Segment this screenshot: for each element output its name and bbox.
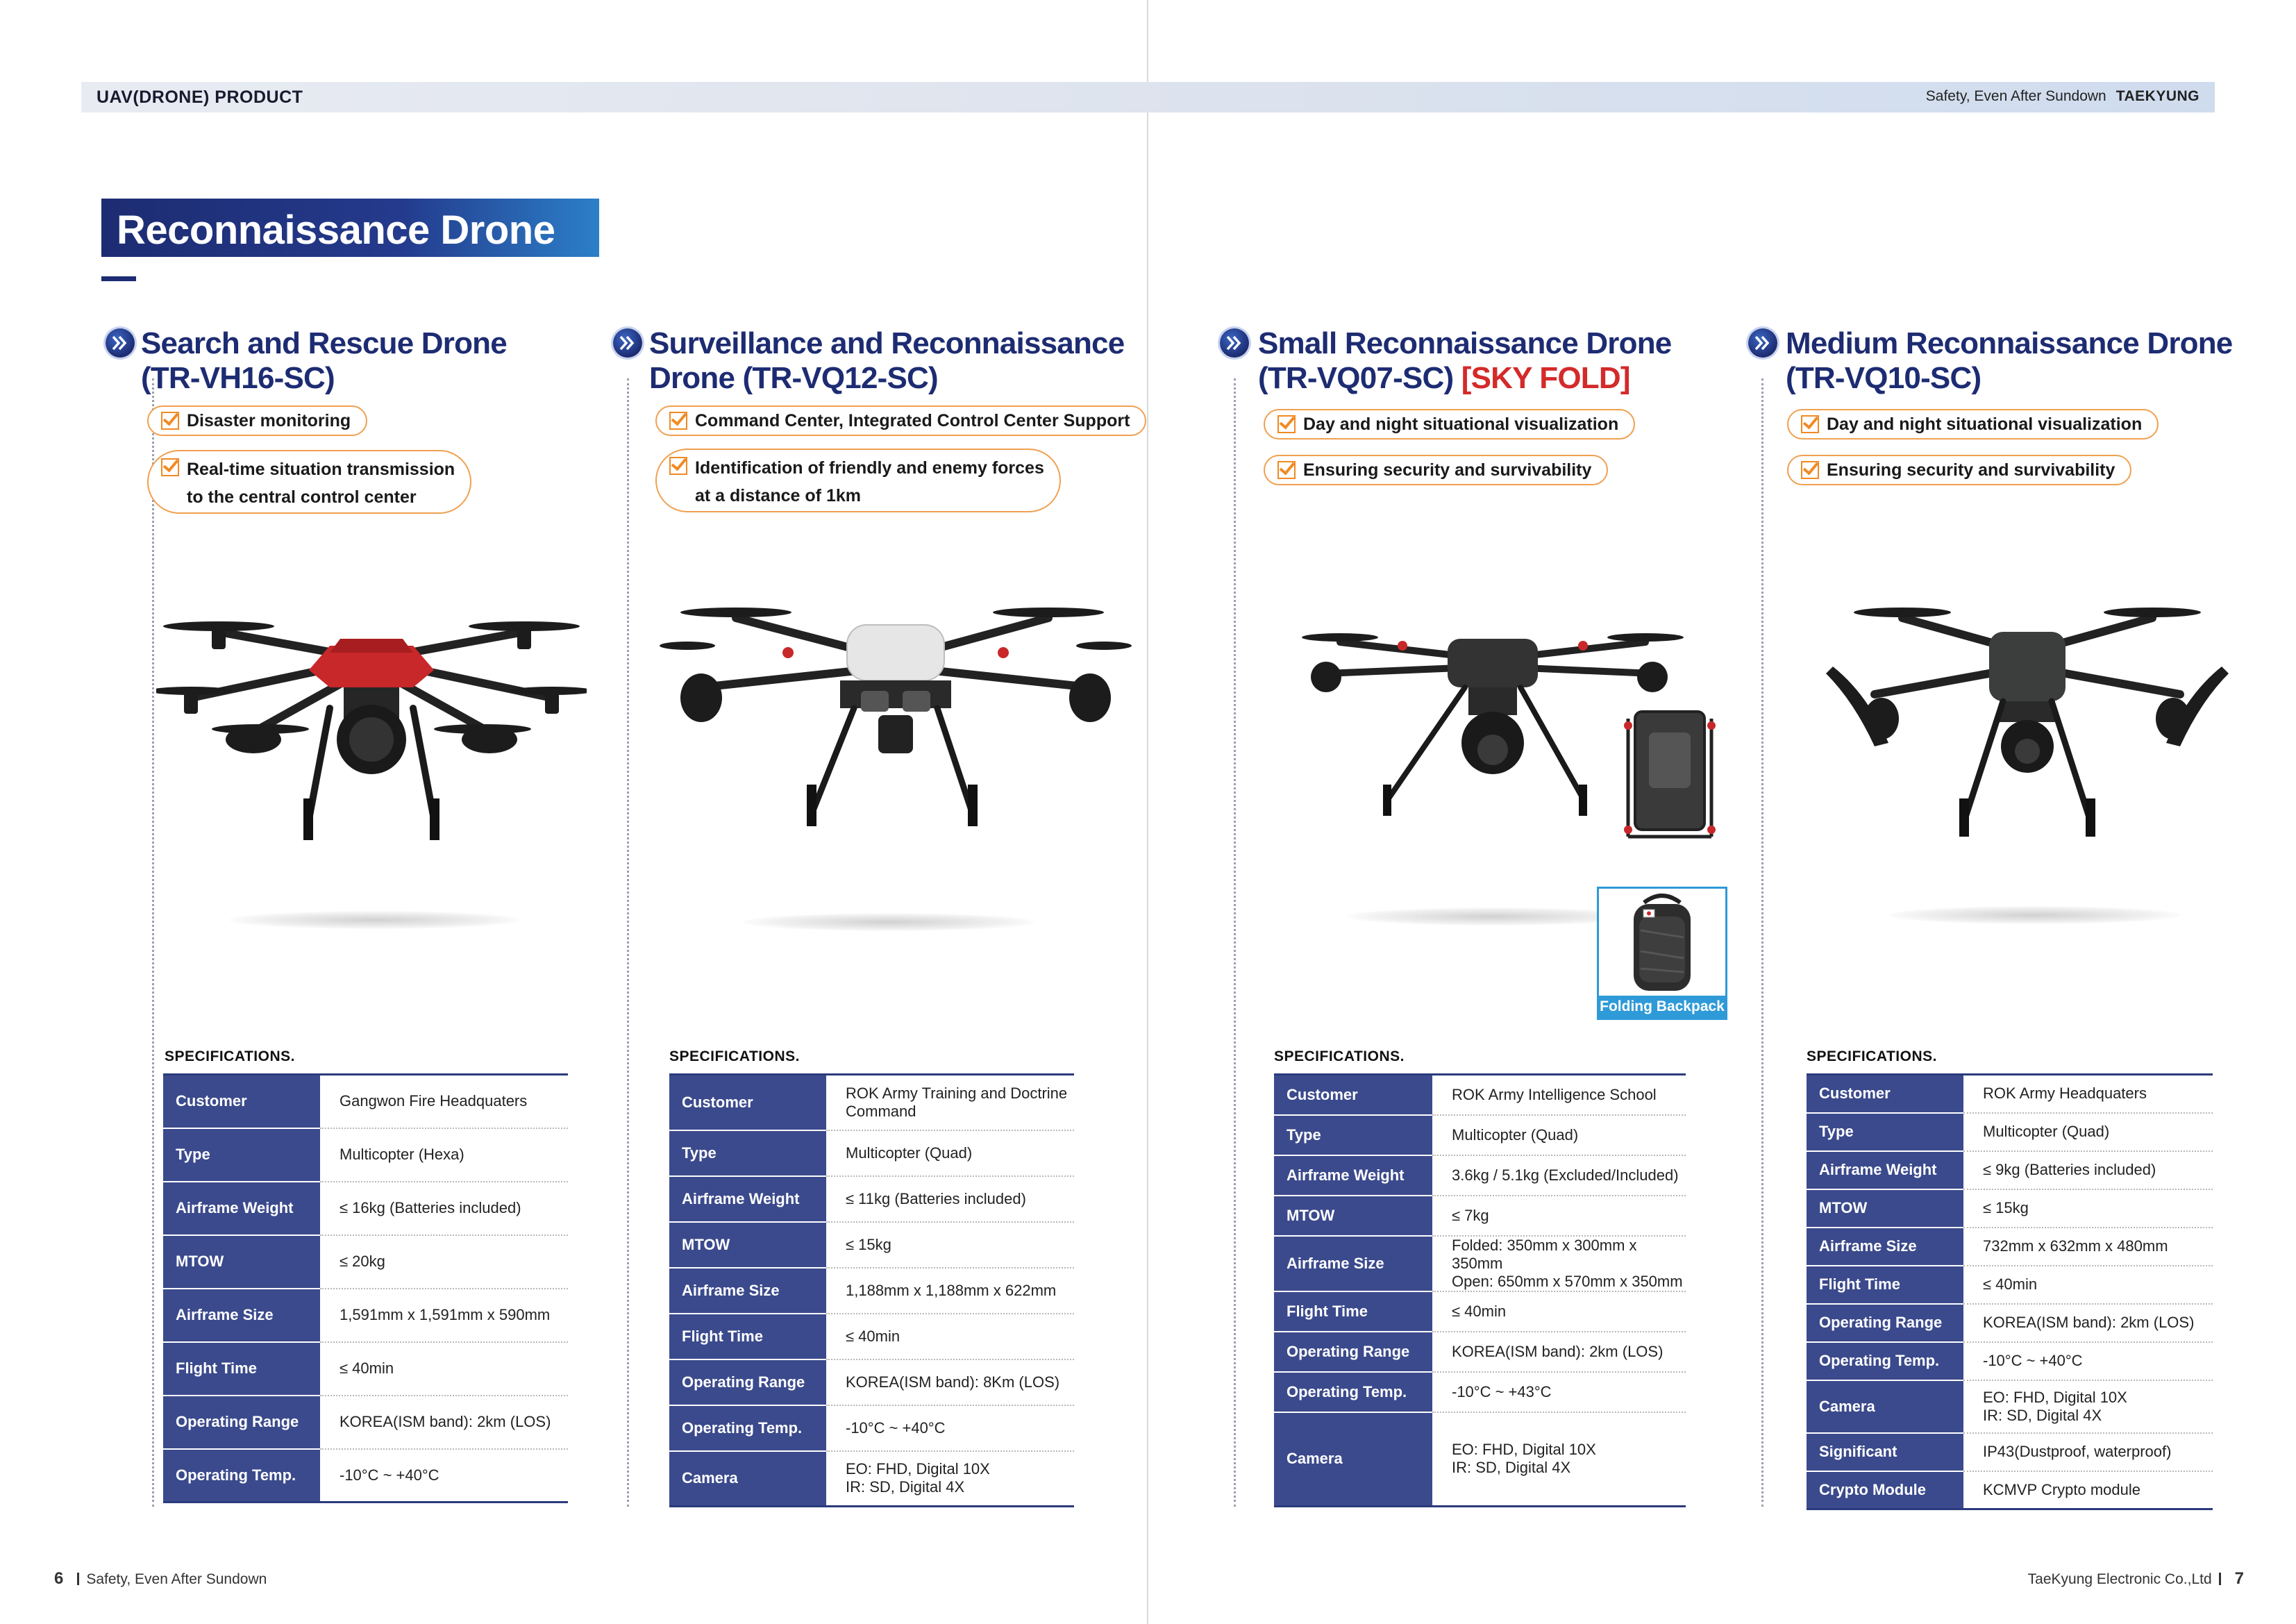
spec-row (1807, 1113, 2213, 1151)
product-title-line1: Small Reconnaissance Drone (1258, 326, 1672, 360)
product-title-line1: Medium Reconnaissance Drone (1786, 326, 2233, 360)
product-title-line2: Drone (TR-VQ12-SC) (649, 361, 938, 395)
spec-value: ≤ 15kg (826, 1222, 1074, 1268)
spec-value: Multicopter (Hexa) (320, 1128, 568, 1182)
drone-shadow (229, 911, 521, 929)
chevron-bullet-icon (1748, 328, 1777, 358)
spec-value-line1: Folded: 350mm x 300mm x 350mm (1452, 1236, 1637, 1272)
spec-key: MTOW (1274, 1196, 1432, 1236)
spec-row (163, 1182, 568, 1235)
spec-key: Customer (163, 1075, 320, 1128)
spec-value: KCMVP Crypto module (1983, 1480, 2141, 1498)
header-brand: TAEKYUNG (2115, 88, 2199, 104)
spec-key: Airframe Size (1807, 1228, 1963, 1266)
spec-table (163, 1073, 568, 1503)
product-title (1258, 326, 1671, 396)
spec-value: KOREA(ISM band): 2km (LOS) (1963, 1304, 2213, 1342)
medium-quad-drone-image (1826, 590, 2229, 847)
spec-row (1274, 1291, 1686, 1332)
spec-value-line2: Open: 650mm x 570mm x 350mm (1452, 1272, 1683, 1290)
chevron-bullet-icon (106, 328, 135, 358)
spec-row (1807, 1433, 2213, 1471)
spec-value: Gangwon Fire Headquaters (320, 1075, 568, 1128)
column-guide-1 (152, 378, 154, 1507)
spec-key: Crypto Module (1807, 1471, 1963, 1509)
spec-key: Operating Range (1807, 1304, 1963, 1342)
spec-table (1274, 1073, 1686, 1507)
spec-value: ROK Army Intelligence School (1432, 1075, 1686, 1115)
checkbox-icon (1277, 461, 1296, 479)
spec-key: Operating Temp. (669, 1405, 826, 1451)
header-bar (81, 82, 2215, 112)
footer-separator (2219, 1573, 2221, 1585)
spec-row (669, 1222, 1074, 1268)
spec-value: KOREA(ISM band): 2km (LOS) (1432, 1332, 1686, 1372)
spec-row (1274, 1196, 1686, 1236)
footer-left-text: Safety, Even After Sundown (86, 1571, 267, 1587)
spec-value (826, 1451, 1074, 1507)
feature-text: Ensuring security and survivability (1827, 460, 2115, 480)
spec-key: Airframe Weight (1274, 1155, 1432, 1196)
page-number-right: 7 (2234, 1569, 2244, 1588)
product-title-line2: (TR-VH16-SC) (141, 361, 335, 395)
spec-value: -10°C ~ +40°C (826, 1405, 1074, 1451)
spec-value: 1,188mm x 1,188mm x 622mm (826, 1268, 1074, 1314)
spec-row (163, 1289, 568, 1342)
chevron-bullet-icon (1220, 328, 1249, 358)
column-guide-2 (627, 378, 629, 1507)
spec-value: -10°C ~ +40°C (1963, 1342, 2213, 1380)
spec-value (1963, 1380, 2213, 1433)
feature-pill (1264, 409, 1635, 440)
footer-right (2028, 1569, 2244, 1589)
feature-pill (147, 450, 471, 514)
spec-key: Customer (669, 1075, 826, 1130)
feature-text-line1: Real-time situation transmission (187, 460, 455, 479)
column-guide-3 (1234, 378, 1236, 1507)
drone-shadow (1888, 906, 2180, 924)
spec-value: ≤ 15kg (1963, 1189, 2213, 1228)
spec-row (1274, 1155, 1686, 1196)
header-section-label: UAV(DRONE) PRODUCT (97, 87, 303, 107)
spec-value-line1: EO: FHD, Digital 10X (1452, 1441, 1596, 1459)
checkbox-icon (669, 412, 687, 430)
spec-row (163, 1075, 568, 1128)
spec-value: 1,591mm x 1,591mm x 590mm (320, 1289, 568, 1342)
spec-value-line2: IR: SD, Digital 4X (1452, 1459, 1571, 1477)
spec-value: ≤ 40min (826, 1314, 1074, 1359)
spec-row (1274, 1075, 1686, 1115)
spec-key: Flight Time (669, 1314, 826, 1359)
spec-row (163, 1342, 568, 1396)
feature-text: Ensuring security and survivability (1303, 460, 1592, 480)
spec-heading: SPECIFICATIONS. (1807, 1048, 1937, 1064)
product-title-suffix: [SKY FOLD] (1461, 361, 1630, 395)
folded-drone-image (1621, 705, 1718, 844)
spec-row (1807, 1266, 2213, 1304)
spec-value: 732mm x 632mm x 480mm (1963, 1228, 2213, 1266)
spec-key: Operating Range (669, 1359, 826, 1405)
folding-backpack-inset (1597, 887, 1727, 1020)
spec-row (669, 1359, 1074, 1405)
product-title (141, 326, 507, 396)
product-title (1786, 326, 2232, 396)
spec-row (163, 1235, 568, 1289)
spec-key: MTOW (669, 1222, 826, 1268)
checkbox-icon (1277, 415, 1296, 433)
spec-row (669, 1176, 1074, 1222)
backpack-caption: Folding Backpack (1599, 996, 1725, 1018)
spec-key: MTOW (1807, 1189, 1963, 1228)
spec-value: ≤ 40min (1432, 1291, 1686, 1332)
spec-value-line2: IR: SD, Digital 4X (1983, 1406, 2102, 1424)
checkbox-icon (669, 457, 687, 475)
spec-key: Operating Temp. (163, 1449, 320, 1502)
spec-key: Flight Time (163, 1342, 320, 1396)
spec-heading: SPECIFICATIONS. (669, 1048, 800, 1064)
drone-shadow (1347, 907, 1639, 926)
spec-key: Airframe Size (669, 1268, 826, 1314)
spec-value: ROK Army Headquaters (1963, 1075, 2213, 1113)
feature-pill (147, 405, 367, 436)
spec-heading: SPECIFICATIONS. (165, 1048, 295, 1064)
spec-key: Customer (1807, 1075, 1963, 1113)
spec-key: Airframe Size (163, 1289, 320, 1342)
footer-right-text: TaeKyung Electronic Co.,Ltd (2027, 1571, 2212, 1587)
spec-value: -10°C ~ +43°C (1432, 1372, 1686, 1412)
spec-value (1432, 1412, 1686, 1507)
spec-value: ≤ 9kg (Batteries included) (1963, 1151, 2213, 1189)
spec-heading: SPECIFICATIONS. (1274, 1048, 1405, 1064)
product-title-line2-wrap (1258, 361, 1671, 396)
spec-row (1274, 1412, 1686, 1507)
spec-value-line1: ROK Army Training and Doctrine (846, 1084, 1068, 1102)
header-tagline-text: Safety, Even After Sundown (1925, 88, 2106, 104)
product-title (649, 326, 1124, 396)
spec-key: MTOW (163, 1235, 320, 1289)
feature-text-line1: Identification of friendly and enemy forces (695, 458, 1044, 478)
spec-value: Multicopter (Quad) (826, 1130, 1074, 1176)
drone-shadow (743, 913, 1034, 931)
feature-pill (1787, 455, 2131, 485)
feature-text: Disaster monitoring (187, 411, 351, 430)
feature-pill (1787, 409, 2159, 440)
spec-key: Type (669, 1130, 826, 1176)
footer-left (54, 1569, 267, 1589)
spec-row (1807, 1304, 2213, 1342)
spec-value-line1: EO: FHD, Digital 10X (1983, 1388, 2127, 1406)
spec-row (163, 1449, 568, 1502)
feature-text: Day and night situational visualization (1303, 415, 1619, 434)
spec-table (1807, 1073, 2213, 1510)
spec-row (1807, 1471, 2213, 1509)
spec-value: ≤ 11kg (Batteries included) (826, 1176, 1074, 1222)
feature-pill (655, 405, 1146, 436)
spec-key: Customer (1274, 1075, 1432, 1115)
spec-key: Type (1274, 1115, 1432, 1155)
hexacopter-drone-image (156, 590, 587, 854)
spec-row (669, 1405, 1074, 1451)
spec-row (1274, 1372, 1686, 1412)
feature-pill (655, 449, 1061, 512)
spec-value: ≤ 7kg (1432, 1196, 1686, 1236)
spec-row (1274, 1332, 1686, 1372)
column-guide-4 (1761, 378, 1763, 1507)
spec-value: Multicopter (Quad) (1432, 1115, 1686, 1155)
page-title: Reconnaissance Drone (101, 199, 599, 257)
spec-row (1807, 1342, 2213, 1380)
spec-row (1807, 1075, 2213, 1113)
spec-row (669, 1451, 1074, 1507)
spec-value (826, 1075, 1074, 1130)
page-number-left: 6 (54, 1569, 64, 1588)
feature-text: Day and night situational visualization (1827, 415, 2143, 434)
product-title-line2: (TR-VQ07-SC) (1258, 361, 1454, 395)
spec-key: Camera (1807, 1380, 1963, 1433)
checkbox-icon (161, 458, 179, 476)
spec-key: Airframe Weight (669, 1176, 826, 1222)
spec-key: Flight Time (1274, 1291, 1432, 1332)
header-tagline (1926, 88, 2199, 105)
spec-key: Operating Temp. (1274, 1372, 1432, 1412)
spec-value: IP43(Dustproof, waterproof) (1963, 1433, 2213, 1471)
chevron-bullet-icon (613, 328, 642, 358)
spec-row (1274, 1115, 1686, 1155)
spec-value (1432, 1236, 1686, 1291)
checkbox-icon (161, 412, 179, 430)
spec-key: Flight Time (1807, 1266, 1963, 1304)
spec-value: KOREA(ISM band): 2km (LOS) (320, 1396, 568, 1449)
spec-key: Camera (669, 1451, 826, 1507)
spec-value-line2: IR: SD, Digital 4X (846, 1478, 965, 1496)
spec-value: -10°C ~ +40°C (340, 1466, 439, 1484)
feature-text-line2: at a distance of 1km (695, 486, 861, 505)
spec-row (1274, 1236, 1686, 1291)
spec-value: ≤ 40min (320, 1342, 568, 1396)
spec-value: Multicopter (Quad) (1963, 1113, 2213, 1151)
footer-separator (77, 1573, 79, 1585)
product-title-line1: Search and Rescue Drone (141, 326, 507, 360)
spec-key: Operating Temp. (1807, 1342, 1963, 1380)
spec-key: Airframe Weight (1807, 1151, 1963, 1189)
feature-pill (1264, 455, 1608, 485)
product-title-line2: (TR-VQ10-SC) (1786, 361, 1981, 395)
spec-row (163, 1396, 568, 1449)
spec-row (163, 1128, 568, 1182)
backpack-image (1599, 889, 1725, 996)
spec-key: Airframe Size (1274, 1236, 1432, 1291)
spec-key: Airframe Weight (163, 1182, 320, 1235)
spec-row (1807, 1189, 2213, 1228)
checkbox-icon (1801, 415, 1819, 433)
spec-row (669, 1314, 1074, 1359)
spec-table (669, 1073, 1074, 1507)
checkbox-icon (1801, 461, 1819, 479)
spec-key: Operating Range (1274, 1332, 1432, 1372)
spec-value: 3.6kg / 5.1kg (Excluded/Included) (1432, 1155, 1686, 1196)
spec-row (669, 1075, 1074, 1130)
spec-row (1807, 1380, 2213, 1433)
spec-key: Operating Range (163, 1396, 320, 1449)
product-title-line1: Surveillance and Reconnaissance (649, 326, 1125, 360)
quadcopter-drone-image (660, 590, 1132, 840)
spec-value-line1: EO: FHD, Digital 10X (846, 1460, 990, 1478)
spec-value: ≤ 20kg (320, 1235, 568, 1289)
spec-value: KOREA(ISM band): 8Km (LOS) (826, 1359, 1074, 1405)
spec-row (669, 1130, 1074, 1176)
spec-value-line2: Command (846, 1102, 916, 1120)
spec-value: ≤ 16kg (Batteries included) (320, 1182, 568, 1235)
spec-key: Type (163, 1128, 320, 1182)
spec-key: Significant (1807, 1433, 1963, 1471)
spec-row (669, 1268, 1074, 1314)
feature-text: Command Center, Integrated Control Center Support (695, 411, 1130, 430)
spec-row (1807, 1151, 2213, 1189)
spec-value: ≤ 40min (1963, 1266, 2213, 1304)
spec-key: Camera (1274, 1412, 1432, 1507)
page-spine (1147, 0, 1148, 1624)
title-underline (101, 276, 136, 281)
spec-row (1807, 1228, 2213, 1266)
spec-key: Type (1807, 1113, 1963, 1151)
feature-text-line2: to the central control center (187, 487, 417, 507)
